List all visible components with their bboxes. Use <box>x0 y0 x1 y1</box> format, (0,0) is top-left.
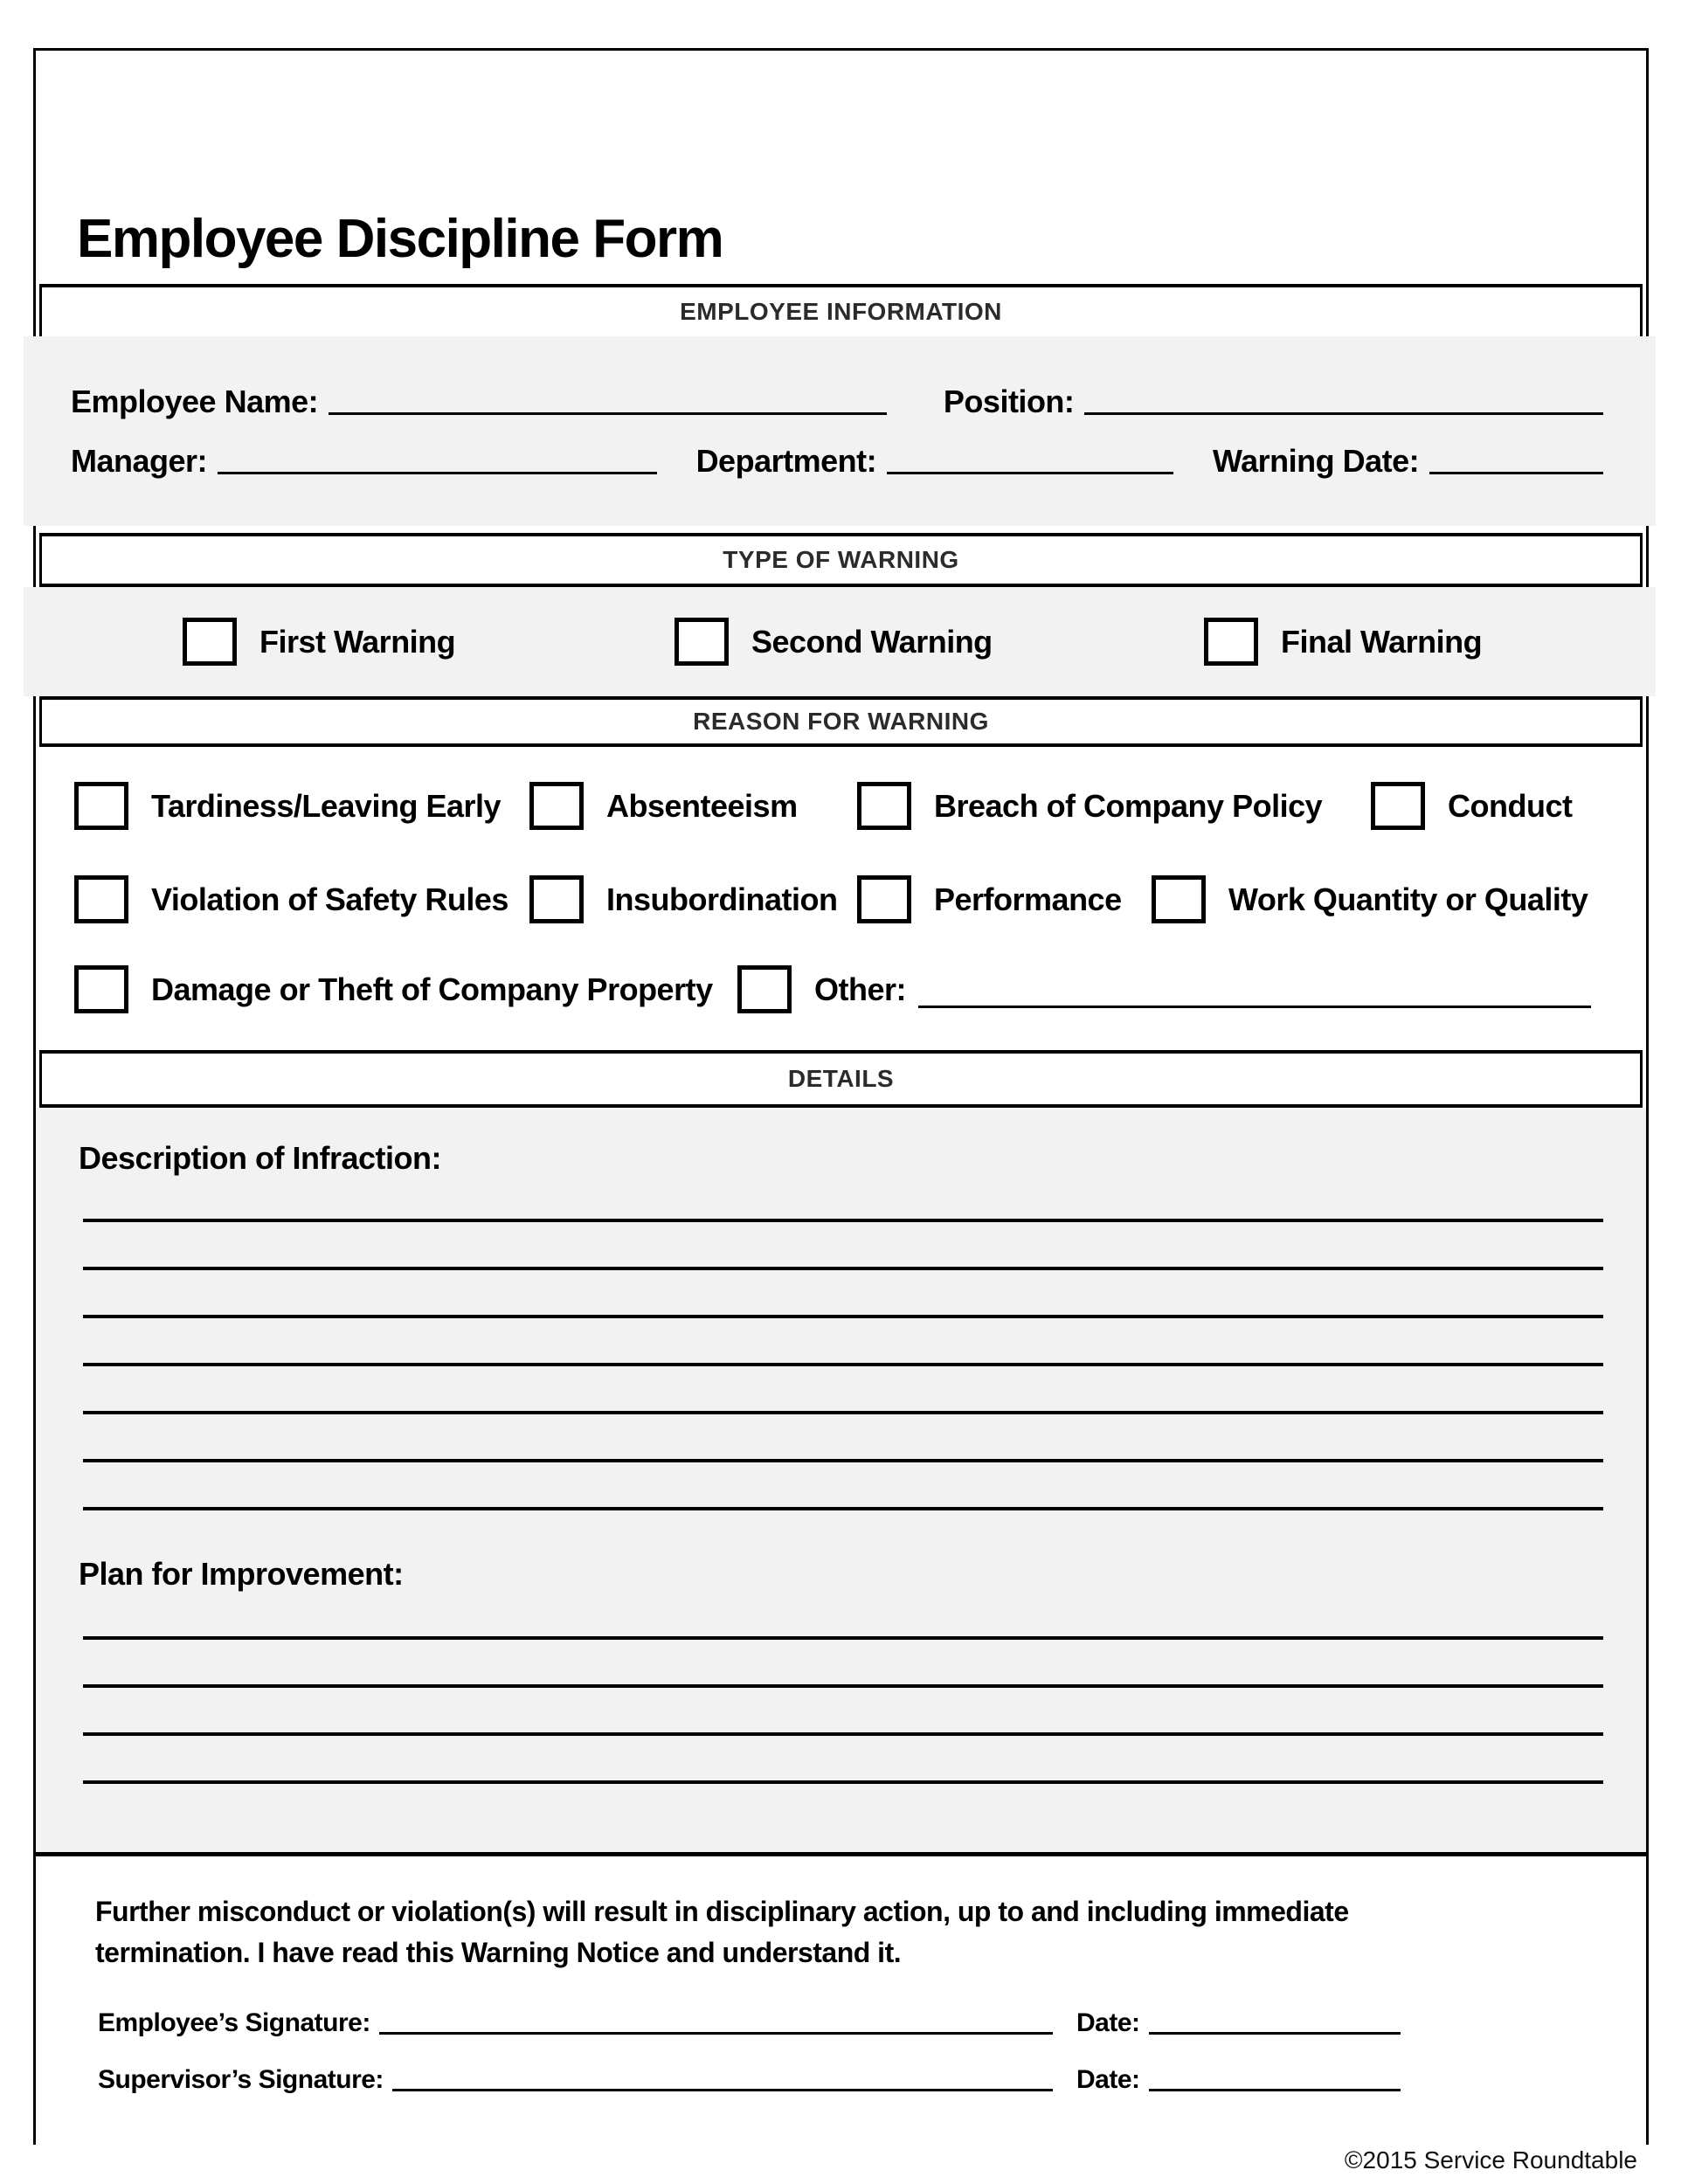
insubordination-option <box>529 875 837 923</box>
department-label: Department: <box>695 443 877 480</box>
type-of-warning-header <box>39 533 1643 587</box>
first-warning-label: First Warning <box>259 623 456 660</box>
conduct-option <box>1371 782 1572 830</box>
employee-date-input-line[interactable] <box>1149 2028 1401 2035</box>
acknowledgement-line-1: Further misconduct or violation(s) will result in disciplinary action, up to and including immediate <box>95 1896 1349 1927</box>
page-title: Employee Discipline Form <box>77 209 723 269</box>
first-warning-option <box>183 618 455 666</box>
insubordination-checkbox[interactable] <box>529 875 584 923</box>
other-checkbox[interactable] <box>737 965 792 1013</box>
employee-date-label: Date: <box>1076 2008 1140 2037</box>
absenteeism-label: Absenteeism <box>606 787 798 824</box>
warning-date-field <box>1213 444 1603 479</box>
employee-signature-label: Employee’s Signature: <box>98 2008 370 2037</box>
manager-field <box>71 444 657 479</box>
department-input-line[interactable] <box>887 466 1173 474</box>
damage-theft-checkbox[interactable] <box>74 965 128 1013</box>
breach-policy-option <box>857 782 1322 830</box>
position-label: Position: <box>943 384 1075 420</box>
insubordination-label: Insubordination <box>606 881 838 917</box>
acknowledgement-text <box>95 1891 1646 1973</box>
employee-information-header-label: EMPLOYEE INFORMATION <box>680 298 1002 325</box>
second-warning-label: Second Warning <box>751 623 993 660</box>
work-quality-label: Work Quantity or Quality <box>1228 881 1588 917</box>
work-quality-option <box>1152 875 1588 923</box>
work-quality-checkbox[interactable] <box>1152 875 1206 923</box>
tardiness-label: Tardiness/Leaving Early <box>151 787 502 824</box>
other-option <box>737 965 1591 1013</box>
performance-option <box>857 875 1122 923</box>
safety-rules-option <box>74 875 508 923</box>
reason-for-warning-section <box>36 747 1646 1050</box>
supervisor-signature-label: Supervisor’s Signature: <box>98 2065 384 2094</box>
description-line-4[interactable] <box>83 1363 1603 1366</box>
details-header-label: DETAILS <box>787 1065 895 1092</box>
department-field <box>696 444 1173 479</box>
manager-input-line[interactable] <box>218 466 657 474</box>
form-page <box>33 48 1649 2174</box>
description-line-1[interactable] <box>83 1219 1603 1222</box>
final-warning-label: Final Warning <box>1281 623 1483 660</box>
plan-line-4[interactable] <box>83 1780 1603 1784</box>
safety-rules-label: Violation of Safety Rules <box>151 881 508 917</box>
description-line-3[interactable] <box>83 1315 1603 1318</box>
damage-theft-option <box>74 965 713 1013</box>
type-of-warning-header-label: TYPE OF WARNING <box>723 546 959 573</box>
description-line-2[interactable] <box>83 1267 1603 1270</box>
safety-rules-checkbox[interactable] <box>74 875 128 923</box>
employee-information-section <box>24 336 1656 526</box>
manager-label: Manager: <box>71 443 208 480</box>
acknowledgement-section <box>36 1891 1646 2177</box>
employee-name-label: Employee Name: <box>71 384 319 420</box>
final-warning-checkbox[interactable] <box>1204 618 1258 666</box>
type-of-warning-section <box>24 587 1656 696</box>
employee-signature-field <box>98 2008 1053 2038</box>
details-section <box>36 1108 1646 1856</box>
employee-signature-row <box>98 2000 1401 2038</box>
warning-date-input-line[interactable] <box>1429 466 1603 474</box>
details-header <box>39 1050 1643 1108</box>
acknowledgement-line-2: termination. I have read this Warning Notice and understand it. <box>95 1937 902 1968</box>
title-block <box>36 51 1646 284</box>
copyright-text: ©2015 Service Roundtable <box>1344 2146 1637 2174</box>
employee-info-row-1 <box>71 377 1603 419</box>
supervisor-signature-field <box>98 2065 1053 2095</box>
other-input-line[interactable] <box>918 999 1591 1008</box>
breach-policy-label: Breach of Company Policy <box>934 787 1323 824</box>
supervisor-date-input-line[interactable] <box>1149 2084 1401 2091</box>
employee-date-field <box>1076 2008 1401 2038</box>
description-line-7[interactable] <box>83 1507 1603 1510</box>
second-warning-checkbox[interactable] <box>675 618 729 666</box>
second-warning-option <box>675 618 993 666</box>
performance-checkbox[interactable] <box>857 875 911 923</box>
absenteeism-checkbox[interactable] <box>529 782 584 830</box>
description-line-5[interactable] <box>83 1411 1603 1414</box>
breach-policy-checkbox[interactable] <box>857 782 911 830</box>
employee-name-field <box>71 384 887 419</box>
reason-for-warning-header-label: REASON FOR WARNING <box>693 708 989 735</box>
warning-date-label: Warning Date: <box>1212 443 1420 480</box>
position-input-line[interactable] <box>1084 406 1603 415</box>
plan-line-3[interactable] <box>83 1732 1603 1736</box>
first-warning-checkbox[interactable] <box>183 618 237 666</box>
tardiness-option <box>74 782 501 830</box>
employee-info-row-2 <box>71 437 1603 479</box>
plan-line-2[interactable] <box>83 1684 1603 1688</box>
other-label: Other: <box>814 971 906 1007</box>
supervisor-signature-row <box>98 2056 1401 2095</box>
supervisor-signature-input-line[interactable] <box>392 2084 1053 2091</box>
tardiness-checkbox[interactable] <box>74 782 128 830</box>
plan-line-1[interactable] <box>83 1636 1603 1640</box>
supervisor-date-field <box>1076 2065 1401 2095</box>
description-of-infraction-label: Description of Infraction: <box>79 1140 442 1176</box>
final-warning-option <box>1204 618 1482 666</box>
plan-for-improvement-label: Plan for Improvement: <box>79 1556 404 1592</box>
performance-label: Performance <box>934 881 1122 917</box>
damage-theft-label: Damage or Theft of Company Property <box>151 971 713 1007</box>
employee-name-input-line[interactable] <box>329 406 887 415</box>
supervisor-date-label: Date: <box>1076 2065 1140 2094</box>
absenteeism-option <box>529 782 798 830</box>
employee-information-header <box>39 284 1643 336</box>
conduct-label: Conduct <box>1448 787 1573 824</box>
employee-signature-input-line[interactable] <box>379 2028 1053 2035</box>
reason-for-warning-header <box>39 696 1643 747</box>
description-line-6[interactable] <box>83 1459 1603 1462</box>
position-field <box>944 384 1603 419</box>
conduct-checkbox[interactable] <box>1371 782 1425 830</box>
